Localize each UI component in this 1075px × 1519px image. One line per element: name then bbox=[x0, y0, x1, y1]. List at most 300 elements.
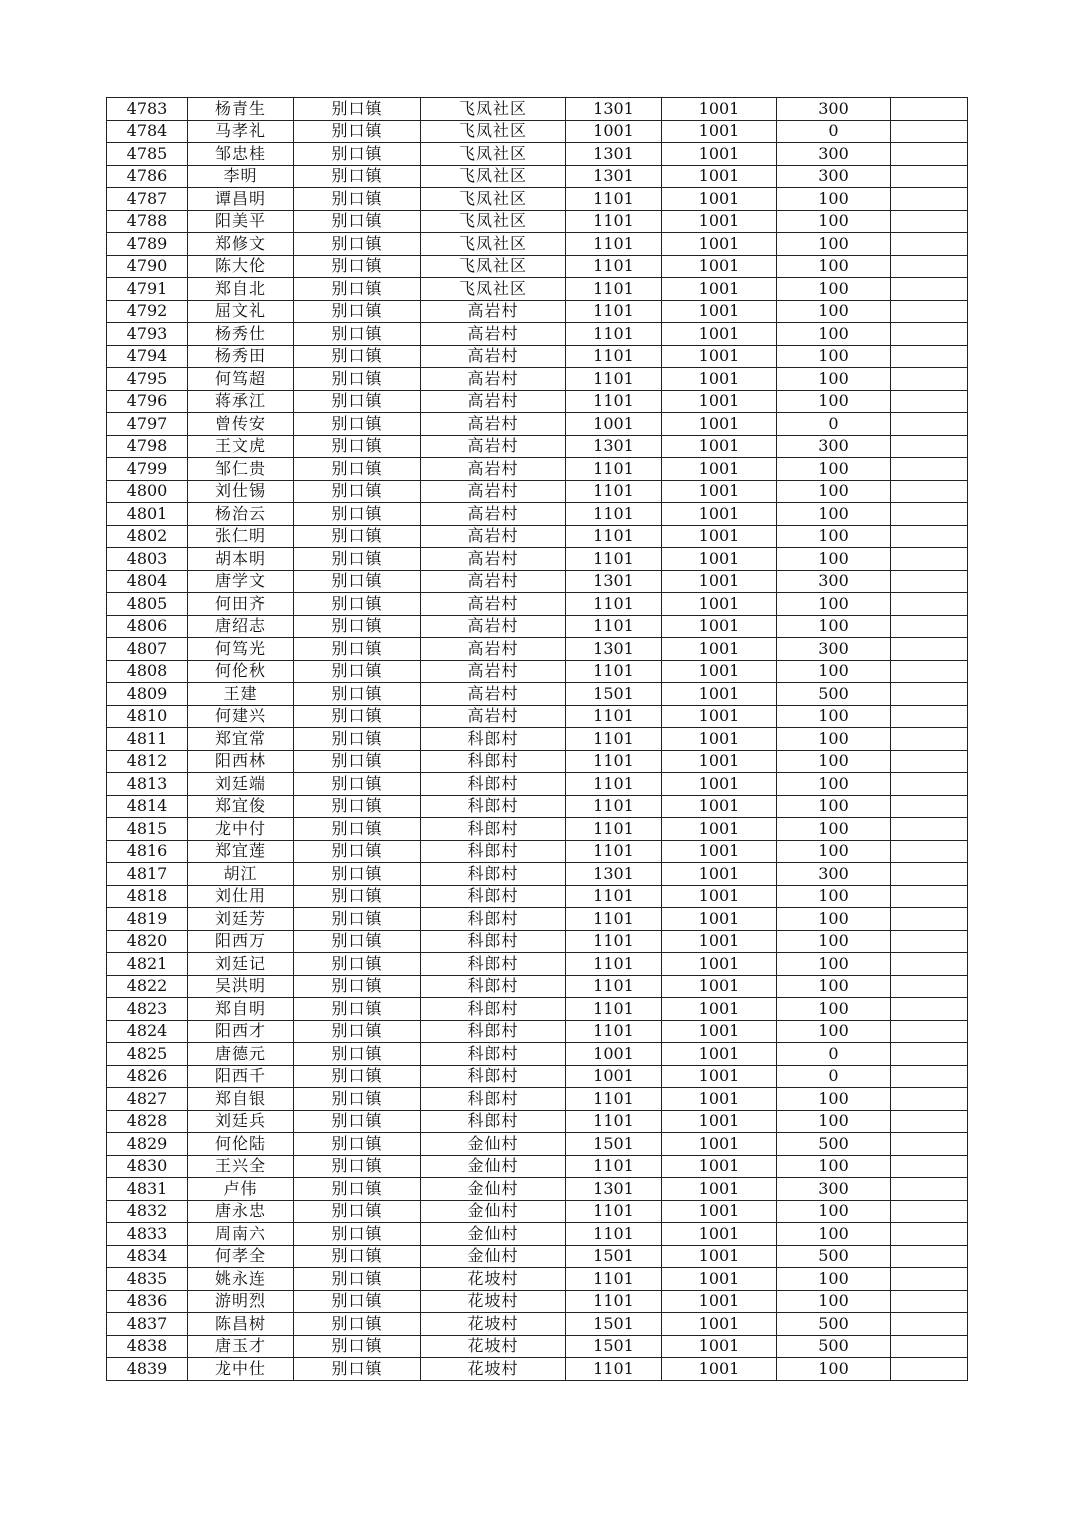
roster-table bbox=[106, 97, 968, 1381]
town-cell: 别口镇 bbox=[294, 1088, 421, 1111]
code-b-cell: 1001 bbox=[662, 975, 777, 998]
amount-cell: 100 bbox=[777, 1268, 891, 1291]
village-cell: 金仙村 bbox=[421, 1200, 566, 1223]
town-cell: 别口镇 bbox=[294, 458, 421, 481]
village-cell: 高岩村 bbox=[421, 615, 566, 638]
town-cell: 别口镇 bbox=[294, 1335, 421, 1358]
name-cell: 刘廷记 bbox=[188, 953, 294, 976]
serial-number-cell: 4807 bbox=[107, 638, 188, 661]
serial-number-cell: 4815 bbox=[107, 818, 188, 841]
name-cell: 卢伟 bbox=[188, 1178, 294, 1201]
table-row bbox=[107, 1335, 968, 1358]
table-row bbox=[107, 1223, 968, 1246]
code-b-cell: 1001 bbox=[662, 1110, 777, 1133]
town-cell: 别口镇 bbox=[294, 548, 421, 571]
town-cell: 别口镇 bbox=[294, 818, 421, 841]
amount-cell: 100 bbox=[777, 1020, 891, 1043]
village-cell: 飞凤社区 bbox=[421, 143, 566, 166]
remark-cell bbox=[891, 435, 968, 458]
amount-cell: 100 bbox=[777, 750, 891, 773]
remark-cell bbox=[891, 863, 968, 886]
table-row bbox=[107, 1245, 968, 1268]
amount-cell: 100 bbox=[777, 480, 891, 503]
code-b-cell: 1001 bbox=[662, 120, 777, 143]
village-cell: 科郎村 bbox=[421, 750, 566, 773]
remark-cell bbox=[891, 278, 968, 301]
remark-cell bbox=[891, 885, 968, 908]
code-a-cell: 1001 bbox=[566, 120, 662, 143]
table-row bbox=[107, 570, 968, 593]
serial-number-cell: 4834 bbox=[107, 1245, 188, 1268]
code-b-cell: 1001 bbox=[662, 143, 777, 166]
remark-cell bbox=[891, 818, 968, 841]
remark-cell bbox=[891, 1223, 968, 1246]
village-cell: 高岩村 bbox=[421, 435, 566, 458]
town-cell: 别口镇 bbox=[294, 255, 421, 278]
table-row bbox=[107, 233, 968, 256]
code-b-cell: 1001 bbox=[662, 480, 777, 503]
code-a-cell: 1101 bbox=[566, 390, 662, 413]
name-cell: 周南六 bbox=[188, 1223, 294, 1246]
table-row bbox=[107, 908, 968, 931]
serial-number-cell: 4793 bbox=[107, 323, 188, 346]
amount-cell: 100 bbox=[777, 188, 891, 211]
village-cell: 高岩村 bbox=[421, 458, 566, 481]
town-cell: 别口镇 bbox=[294, 885, 421, 908]
table-row bbox=[107, 435, 968, 458]
table-row bbox=[107, 413, 968, 436]
code-a-cell: 1101 bbox=[566, 480, 662, 503]
name-cell: 郑修文 bbox=[188, 233, 294, 256]
amount-cell: 300 bbox=[777, 98, 891, 121]
town-cell: 别口镇 bbox=[294, 930, 421, 953]
code-b-cell: 1001 bbox=[662, 1155, 777, 1178]
village-cell: 金仙村 bbox=[421, 1133, 566, 1156]
name-cell: 杨青生 bbox=[188, 98, 294, 121]
village-cell: 高岩村 bbox=[421, 660, 566, 683]
serial-number-cell: 4822 bbox=[107, 975, 188, 998]
code-b-cell: 1001 bbox=[662, 390, 777, 413]
serial-number-cell: 4823 bbox=[107, 998, 188, 1021]
amount-cell: 100 bbox=[777, 953, 891, 976]
remark-cell bbox=[891, 480, 968, 503]
code-b-cell: 1001 bbox=[662, 458, 777, 481]
amount-cell: 100 bbox=[777, 930, 891, 953]
village-cell: 飞凤社区 bbox=[421, 120, 566, 143]
amount-cell: 500 bbox=[777, 1245, 891, 1268]
amount-cell: 100 bbox=[777, 210, 891, 233]
table-row bbox=[107, 1043, 968, 1066]
serial-number-cell: 4794 bbox=[107, 345, 188, 368]
name-cell: 王文虎 bbox=[188, 435, 294, 458]
town-cell: 别口镇 bbox=[294, 413, 421, 436]
code-a-cell: 1101 bbox=[566, 908, 662, 931]
village-cell: 花坡村 bbox=[421, 1358, 566, 1381]
name-cell: 屈文礼 bbox=[188, 300, 294, 323]
serial-number-cell: 4813 bbox=[107, 773, 188, 796]
town-cell: 别口镇 bbox=[294, 390, 421, 413]
town-cell: 别口镇 bbox=[294, 593, 421, 616]
village-cell: 高岩村 bbox=[421, 413, 566, 436]
town-cell: 别口镇 bbox=[294, 615, 421, 638]
amount-cell: 300 bbox=[777, 1178, 891, 1201]
remark-cell bbox=[891, 728, 968, 751]
remark-cell bbox=[891, 908, 968, 931]
village-cell: 高岩村 bbox=[421, 503, 566, 526]
amount-cell: 100 bbox=[777, 548, 891, 571]
serial-number-cell: 4792 bbox=[107, 300, 188, 323]
name-cell: 郑宜常 bbox=[188, 728, 294, 751]
code-a-cell: 1101 bbox=[566, 503, 662, 526]
village-cell: 高岩村 bbox=[421, 368, 566, 391]
village-cell: 飞凤社区 bbox=[421, 210, 566, 233]
code-b-cell: 1001 bbox=[662, 548, 777, 571]
table-row bbox=[107, 1155, 968, 1178]
town-cell: 别口镇 bbox=[294, 705, 421, 728]
amount-cell: 300 bbox=[777, 638, 891, 661]
code-a-cell: 1301 bbox=[566, 863, 662, 886]
name-cell: 杨治云 bbox=[188, 503, 294, 526]
village-cell: 科郎村 bbox=[421, 773, 566, 796]
amount-cell: 0 bbox=[777, 1065, 891, 1088]
amount-cell: 100 bbox=[777, 233, 891, 256]
serial-number-cell: 4820 bbox=[107, 930, 188, 953]
amount-cell: 100 bbox=[777, 818, 891, 841]
town-cell: 别口镇 bbox=[294, 1178, 421, 1201]
code-a-cell: 1101 bbox=[566, 660, 662, 683]
code-a-cell: 1101 bbox=[566, 345, 662, 368]
code-a-cell: 1101 bbox=[566, 593, 662, 616]
name-cell: 唐永忠 bbox=[188, 1200, 294, 1223]
code-a-cell: 1101 bbox=[566, 930, 662, 953]
village-cell: 高岩村 bbox=[421, 683, 566, 706]
name-cell: 姚永连 bbox=[188, 1268, 294, 1291]
table-row bbox=[107, 1065, 968, 1088]
table-row bbox=[107, 840, 968, 863]
name-cell: 刘廷兵 bbox=[188, 1110, 294, 1133]
serial-number-cell: 4810 bbox=[107, 705, 188, 728]
name-cell: 邹忠桂 bbox=[188, 143, 294, 166]
remark-cell bbox=[891, 1245, 968, 1268]
table-row bbox=[107, 863, 968, 886]
village-cell: 高岩村 bbox=[421, 323, 566, 346]
amount-cell: 100 bbox=[777, 885, 891, 908]
remark-cell bbox=[891, 1110, 968, 1133]
serial-number-cell: 4832 bbox=[107, 1200, 188, 1223]
town-cell: 别口镇 bbox=[294, 728, 421, 751]
code-a-cell: 1301 bbox=[566, 165, 662, 188]
name-cell: 谭昌明 bbox=[188, 188, 294, 211]
serial-number-cell: 4829 bbox=[107, 1133, 188, 1156]
code-a-cell: 1101 bbox=[566, 1155, 662, 1178]
table-row bbox=[107, 683, 968, 706]
code-a-cell: 1101 bbox=[566, 728, 662, 751]
remark-cell bbox=[891, 1358, 968, 1381]
town-cell: 别口镇 bbox=[294, 795, 421, 818]
village-cell: 科郎村 bbox=[421, 1020, 566, 1043]
code-a-cell: 1101 bbox=[566, 210, 662, 233]
town-cell: 别口镇 bbox=[294, 570, 421, 593]
table-row bbox=[107, 750, 968, 773]
code-a-cell: 1101 bbox=[566, 188, 662, 211]
remark-cell bbox=[891, 840, 968, 863]
code-b-cell: 1001 bbox=[662, 1088, 777, 1111]
remark-cell bbox=[891, 300, 968, 323]
remark-cell bbox=[891, 503, 968, 526]
table-row bbox=[107, 1020, 968, 1043]
town-cell: 别口镇 bbox=[294, 750, 421, 773]
town-cell: 别口镇 bbox=[294, 1245, 421, 1268]
table-row bbox=[107, 1313, 968, 1336]
name-cell: 何笃超 bbox=[188, 368, 294, 391]
serial-number-cell: 4825 bbox=[107, 1043, 188, 1066]
code-b-cell: 1001 bbox=[662, 930, 777, 953]
town-cell: 别口镇 bbox=[294, 1290, 421, 1313]
town-cell: 别口镇 bbox=[294, 1358, 421, 1381]
remark-cell bbox=[891, 1020, 968, 1043]
village-cell: 高岩村 bbox=[421, 480, 566, 503]
remark-cell bbox=[891, 188, 968, 211]
code-b-cell: 1001 bbox=[662, 953, 777, 976]
table-row bbox=[107, 548, 968, 571]
remark-cell bbox=[891, 368, 968, 391]
code-a-cell: 1101 bbox=[566, 548, 662, 571]
amount-cell: 100 bbox=[777, 908, 891, 931]
village-cell: 科郎村 bbox=[421, 1065, 566, 1088]
remark-cell bbox=[891, 1178, 968, 1201]
town-cell: 别口镇 bbox=[294, 660, 421, 683]
name-cell: 唐学文 bbox=[188, 570, 294, 593]
serial-number-cell: 4805 bbox=[107, 593, 188, 616]
village-cell: 花坡村 bbox=[421, 1268, 566, 1291]
amount-cell: 0 bbox=[777, 120, 891, 143]
amount-cell: 0 bbox=[777, 1043, 891, 1066]
remark-cell bbox=[891, 660, 968, 683]
amount-cell: 100 bbox=[777, 975, 891, 998]
serial-number-cell: 4836 bbox=[107, 1290, 188, 1313]
code-a-cell: 1101 bbox=[566, 323, 662, 346]
name-cell: 陈大伦 bbox=[188, 255, 294, 278]
serial-number-cell: 4799 bbox=[107, 458, 188, 481]
table-row bbox=[107, 278, 968, 301]
amount-cell: 100 bbox=[777, 773, 891, 796]
amount-cell: 100 bbox=[777, 1155, 891, 1178]
remark-cell bbox=[891, 1133, 968, 1156]
serial-number-cell: 4838 bbox=[107, 1335, 188, 1358]
town-cell: 别口镇 bbox=[294, 1155, 421, 1178]
code-a-cell: 1001 bbox=[566, 1043, 662, 1066]
village-cell: 高岩村 bbox=[421, 548, 566, 571]
serial-number-cell: 4816 bbox=[107, 840, 188, 863]
serial-number-cell: 4804 bbox=[107, 570, 188, 593]
remark-cell bbox=[891, 1155, 968, 1178]
village-cell: 高岩村 bbox=[421, 570, 566, 593]
village-cell: 飞凤社区 bbox=[421, 278, 566, 301]
name-cell: 刘廷端 bbox=[188, 773, 294, 796]
table-row bbox=[107, 210, 968, 233]
code-b-cell: 1001 bbox=[662, 525, 777, 548]
remark-cell bbox=[891, 120, 968, 143]
table-row bbox=[107, 593, 968, 616]
remark-cell bbox=[891, 323, 968, 346]
town-cell: 别口镇 bbox=[294, 638, 421, 661]
code-a-cell: 1101 bbox=[566, 1223, 662, 1246]
name-cell: 胡本明 bbox=[188, 548, 294, 571]
code-b-cell: 1001 bbox=[662, 1043, 777, 1066]
table-row bbox=[107, 885, 968, 908]
code-b-cell: 1001 bbox=[662, 1290, 777, 1313]
serial-number-cell: 4835 bbox=[107, 1268, 188, 1291]
code-b-cell: 1001 bbox=[662, 503, 777, 526]
name-cell: 杨秀田 bbox=[188, 345, 294, 368]
village-cell: 花坡村 bbox=[421, 1335, 566, 1358]
remark-cell bbox=[891, 1088, 968, 1111]
code-a-cell: 1301 bbox=[566, 435, 662, 458]
code-a-cell: 1101 bbox=[566, 998, 662, 1021]
town-cell: 别口镇 bbox=[294, 300, 421, 323]
table-row bbox=[107, 773, 968, 796]
remark-cell bbox=[891, 165, 968, 188]
serial-number-cell: 4837 bbox=[107, 1313, 188, 1336]
table-row bbox=[107, 390, 968, 413]
serial-number-cell: 4788 bbox=[107, 210, 188, 233]
code-a-cell: 1101 bbox=[566, 1110, 662, 1133]
code-b-cell: 1001 bbox=[662, 210, 777, 233]
code-a-cell: 1101 bbox=[566, 840, 662, 863]
code-b-cell: 1001 bbox=[662, 1335, 777, 1358]
table-row bbox=[107, 930, 968, 953]
name-cell: 马孝礼 bbox=[188, 120, 294, 143]
code-a-cell: 1301 bbox=[566, 98, 662, 121]
name-cell: 阳西万 bbox=[188, 930, 294, 953]
serial-number-cell: 4831 bbox=[107, 1178, 188, 1201]
amount-cell: 100 bbox=[777, 503, 891, 526]
town-cell: 别口镇 bbox=[294, 1133, 421, 1156]
amount-cell: 300 bbox=[777, 435, 891, 458]
amount-cell: 100 bbox=[777, 1290, 891, 1313]
town-cell: 别口镇 bbox=[294, 98, 421, 121]
table-row bbox=[107, 120, 968, 143]
town-cell: 别口镇 bbox=[294, 435, 421, 458]
serial-number-cell: 4826 bbox=[107, 1065, 188, 1088]
amount-cell: 100 bbox=[777, 300, 891, 323]
code-b-cell: 1001 bbox=[662, 323, 777, 346]
town-cell: 别口镇 bbox=[294, 368, 421, 391]
table-row bbox=[107, 255, 968, 278]
table-row bbox=[107, 705, 968, 728]
serial-number-cell: 4801 bbox=[107, 503, 188, 526]
village-cell: 科郎村 bbox=[421, 930, 566, 953]
table-row bbox=[107, 1200, 968, 1223]
serial-number-cell: 4800 bbox=[107, 480, 188, 503]
name-cell: 刘仕锡 bbox=[188, 480, 294, 503]
amount-cell: 100 bbox=[777, 1200, 891, 1223]
code-a-cell: 1101 bbox=[566, 795, 662, 818]
name-cell: 郑自北 bbox=[188, 278, 294, 301]
code-a-cell: 1101 bbox=[566, 1020, 662, 1043]
serial-number-cell: 4833 bbox=[107, 1223, 188, 1246]
name-cell: 陈昌树 bbox=[188, 1313, 294, 1336]
table-row bbox=[107, 525, 968, 548]
code-a-cell: 1101 bbox=[566, 255, 662, 278]
amount-cell: 100 bbox=[777, 1223, 891, 1246]
village-cell: 花坡村 bbox=[421, 1313, 566, 1336]
code-b-cell: 1001 bbox=[662, 300, 777, 323]
code-b-cell: 1001 bbox=[662, 615, 777, 638]
amount-cell: 100 bbox=[777, 278, 891, 301]
table-row bbox=[107, 975, 968, 998]
remark-cell bbox=[891, 1200, 968, 1223]
amount-cell: 100 bbox=[777, 368, 891, 391]
code-b-cell: 1001 bbox=[662, 908, 777, 931]
code-a-cell: 1101 bbox=[566, 278, 662, 301]
name-cell: 蒋承江 bbox=[188, 390, 294, 413]
village-cell: 高岩村 bbox=[421, 390, 566, 413]
town-cell: 别口镇 bbox=[294, 773, 421, 796]
amount-cell: 300 bbox=[777, 863, 891, 886]
amount-cell: 100 bbox=[777, 795, 891, 818]
town-cell: 别口镇 bbox=[294, 503, 421, 526]
village-cell: 飞凤社区 bbox=[421, 98, 566, 121]
town-cell: 别口镇 bbox=[294, 953, 421, 976]
town-cell: 别口镇 bbox=[294, 480, 421, 503]
serial-number-cell: 4789 bbox=[107, 233, 188, 256]
remark-cell bbox=[891, 1335, 968, 1358]
code-b-cell: 1001 bbox=[662, 413, 777, 436]
town-cell: 别口镇 bbox=[294, 863, 421, 886]
remark-cell bbox=[891, 975, 968, 998]
table-row bbox=[107, 1133, 968, 1156]
table-row bbox=[107, 1358, 968, 1381]
table-row bbox=[107, 300, 968, 323]
serial-number-cell: 4791 bbox=[107, 278, 188, 301]
code-b-cell: 1001 bbox=[662, 1065, 777, 1088]
code-b-cell: 1001 bbox=[662, 98, 777, 121]
amount-cell: 100 bbox=[777, 255, 891, 278]
code-b-cell: 1001 bbox=[662, 368, 777, 391]
code-b-cell: 1001 bbox=[662, 750, 777, 773]
amount-cell: 300 bbox=[777, 165, 891, 188]
amount-cell: 500 bbox=[777, 1313, 891, 1336]
village-cell: 飞凤社区 bbox=[421, 165, 566, 188]
name-cell: 何田齐 bbox=[188, 593, 294, 616]
name-cell: 李明 bbox=[188, 165, 294, 188]
village-cell: 飞凤社区 bbox=[421, 188, 566, 211]
town-cell: 别口镇 bbox=[294, 840, 421, 863]
town-cell: 别口镇 bbox=[294, 908, 421, 931]
code-a-cell: 1101 bbox=[566, 1268, 662, 1291]
serial-number-cell: 4824 bbox=[107, 1020, 188, 1043]
village-cell: 科郎村 bbox=[421, 728, 566, 751]
table-row bbox=[107, 953, 968, 976]
amount-cell: 100 bbox=[777, 323, 891, 346]
town-cell: 别口镇 bbox=[294, 1223, 421, 1246]
name-cell: 何伦秋 bbox=[188, 660, 294, 683]
remark-cell bbox=[891, 683, 968, 706]
name-cell: 唐德元 bbox=[188, 1043, 294, 1066]
remark-cell bbox=[891, 98, 968, 121]
code-a-cell: 1101 bbox=[566, 615, 662, 638]
village-cell: 高岩村 bbox=[421, 593, 566, 616]
amount-cell: 100 bbox=[777, 593, 891, 616]
table-row bbox=[107, 368, 968, 391]
code-a-cell: 1501 bbox=[566, 683, 662, 706]
amount-cell: 100 bbox=[777, 840, 891, 863]
table-row bbox=[107, 98, 968, 121]
code-b-cell: 1001 bbox=[662, 1358, 777, 1381]
serial-number-cell: 4795 bbox=[107, 368, 188, 391]
name-cell: 何孝全 bbox=[188, 1245, 294, 1268]
